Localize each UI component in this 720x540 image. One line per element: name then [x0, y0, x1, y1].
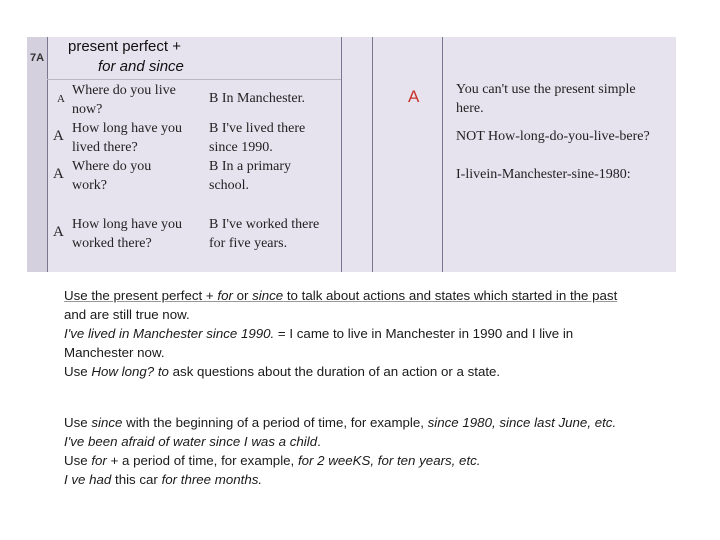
rules-paragraph-1: Use the present perfect + for or since to talk about actions and states which started in the past and are still true now. I've lived in Manchester since 1990. = I came to live in Manchester in 1990 and I live in Manchester now. Use How long? to ask questions about the duration of an action or a state. — [64, 288, 618, 379]
column-divider — [372, 37, 373, 272]
example-question: How long have you lived there? — [72, 121, 183, 155]
example-question: Where do you work? — [72, 159, 152, 193]
section-title: present perfect + — [68, 38, 181, 55]
example-answer: B In Manchester. — [209, 91, 306, 106]
note-not-example: NOT How-long-do-you-live-bere? — [456, 129, 650, 144]
section-number: 7A — [30, 52, 45, 64]
example-question: Where do you live now? — [72, 83, 176, 117]
speaker-a-marker: A — [53, 166, 64, 182]
speaker-a-marker: A — [53, 128, 64, 144]
example-question: How long have you worked there? — [72, 217, 183, 251]
rules-paragraph-2: Use since with the beginning of a period of time, for example, since 1980, since last June, etc. I've been afraid of water since I was a child. Use for + a period of time, for example, for 2 weeKS, for ten years, etc. I ve had this car for three months. — [64, 415, 617, 487]
section-subtitle: for and since — [98, 58, 184, 75]
example-answer: B I've lived there since 1990. — [209, 121, 306, 155]
note-text: You can't use the present simple here. — [456, 82, 636, 116]
column-divider — [47, 37, 48, 272]
column-divider — [341, 37, 342, 272]
note-wrong-example: I-livein-Manchester-sine-1980: — [456, 167, 631, 182]
note-marker: A — [408, 87, 420, 106]
speaker-a-marker: A — [57, 93, 65, 105]
row-divider — [47, 79, 341, 80]
example-answer: B I've worked there for five years. — [209, 217, 320, 251]
speaker-a-marker: A — [53, 224, 64, 240]
column-divider — [442, 37, 443, 272]
example-answer: B In a primary school. — [209, 159, 292, 193]
table-margin-column — [27, 37, 47, 272]
